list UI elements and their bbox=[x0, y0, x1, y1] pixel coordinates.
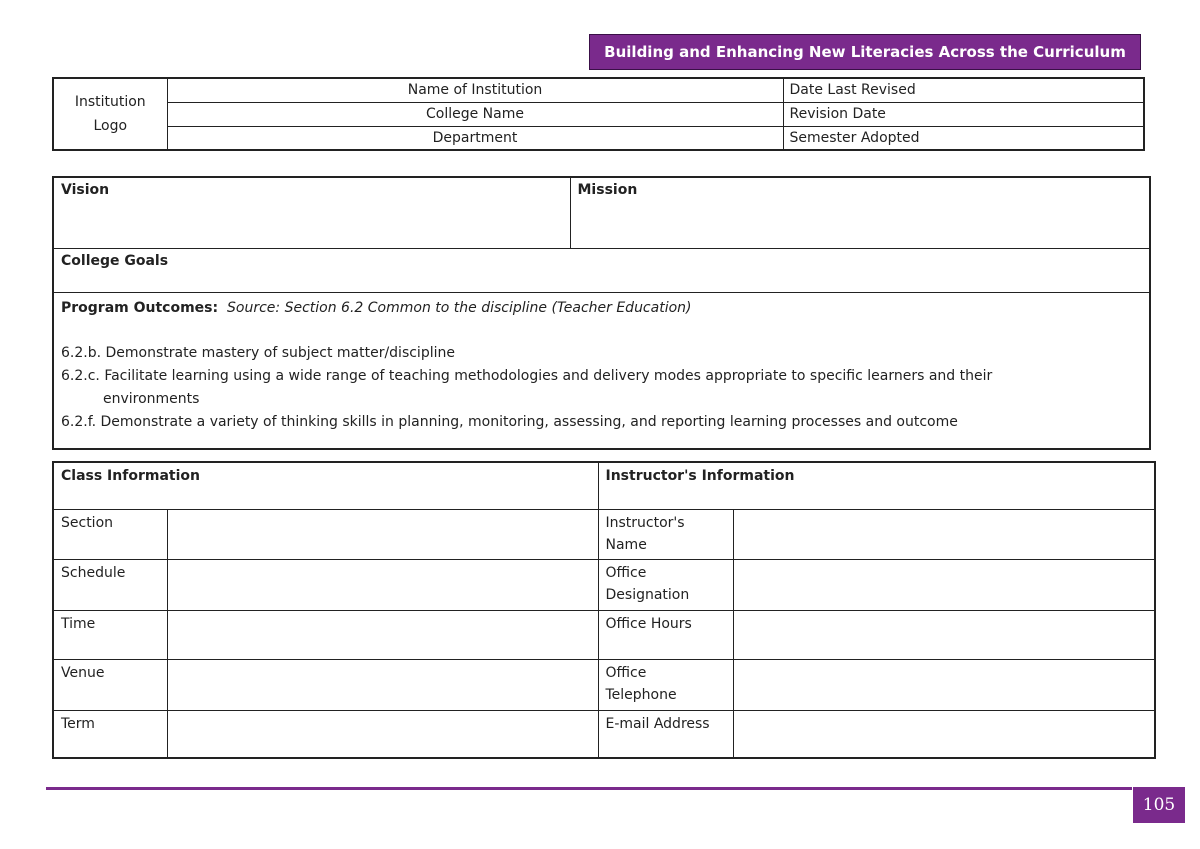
institution-name-cell: Name of Institution bbox=[167, 78, 783, 102]
class-field-label: Schedule bbox=[53, 559, 167, 610]
instructor-field-label bbox=[598, 710, 733, 758]
mission-cell bbox=[570, 177, 1150, 248]
college-name-cell: College Name bbox=[167, 102, 783, 126]
class-field-label: Venue bbox=[53, 659, 167, 710]
revision-date-cell: Revision Date bbox=[783, 102, 1144, 126]
banner-title: Building and Enhancing New Literacies Across the Curriculum bbox=[604, 43, 1126, 61]
instructor-field-label-line1: Instructor's bbox=[605, 514, 685, 531]
vision-cell bbox=[53, 177, 570, 248]
office-hours-value-field[interactable] bbox=[733, 610, 1155, 659]
class-field-label: Time bbox=[53, 610, 167, 659]
schedule-value-field[interactable] bbox=[167, 559, 598, 610]
outcome-item: 6.2.f. Demonstrate a variety of thinking skills in planning, monitoring, assessing, and reporting learning processes and outcome bbox=[61, 413, 958, 430]
instructor-name-value-field[interactable] bbox=[733, 509, 1155, 559]
institution-logo-cell bbox=[53, 78, 167, 150]
instructor-field-label bbox=[598, 559, 733, 610]
instructor-field-label bbox=[598, 509, 733, 559]
mission-label: Mission bbox=[577, 182, 638, 198]
instructor-field-label-line2: Designation bbox=[605, 586, 690, 603]
instructor-field-label-line2: Telephone bbox=[605, 686, 677, 703]
class-field-label: Section bbox=[53, 509, 167, 559]
time-value-field[interactable] bbox=[167, 610, 598, 659]
instructor-field-label-line1: Office bbox=[605, 664, 647, 681]
office-designation-value-field[interactable] bbox=[733, 559, 1155, 610]
instructor-field-label-line1: Office Hours bbox=[605, 615, 692, 632]
footer-divider bbox=[46, 787, 1132, 790]
college-goals-cell bbox=[53, 248, 1150, 292]
page-number-badge bbox=[1133, 787, 1185, 823]
semester-adopted-cell: Semester Adopted bbox=[783, 126, 1144, 150]
office-telephone-value-field[interactable] bbox=[733, 659, 1155, 710]
department-cell: Department bbox=[167, 126, 783, 150]
program-outcomes-cell bbox=[53, 292, 1150, 449]
page-number: 105 bbox=[1142, 795, 1176, 815]
class-info-header bbox=[53, 462, 598, 509]
instructor-field-label-line1: Office bbox=[605, 564, 647, 581]
class-info-header-label: Class Information bbox=[61, 468, 200, 484]
instructor-field-label-line1: E-mail Address bbox=[605, 715, 710, 732]
instructor-info-header bbox=[598, 462, 1155, 509]
instructor-field-label bbox=[598, 610, 733, 659]
instructor-field-label bbox=[598, 659, 733, 710]
instructor-field-label-line2: Name bbox=[605, 536, 647, 553]
date-last-revised-cell: Date Last Revised bbox=[783, 78, 1144, 102]
vision-label: Vision bbox=[61, 182, 110, 198]
vision-mission-table bbox=[52, 176, 1151, 450]
logo-label-line2: Logo bbox=[93, 118, 128, 134]
outcome-item: 6.2.c. Facilitate learning using a wide range of teaching methodologies and delivery modes appropriate to specific learners and their bbox=[61, 367, 993, 384]
program-outcomes-source: Source: Section 6.2 Common to the discipline (Teacher Education) bbox=[227, 299, 692, 316]
logo-label-line1: Institution bbox=[74, 94, 146, 110]
term-value-field[interactable] bbox=[167, 710, 598, 758]
instructor-info-header-label: Instructor's Information bbox=[605, 468, 795, 484]
outcome-item: 6.2.b. Demonstrate mastery of subject matter/discipline bbox=[61, 344, 455, 361]
program-outcomes-label: Program Outcomes: bbox=[61, 299, 219, 316]
class-information-table bbox=[52, 461, 1156, 759]
institution-header-table bbox=[52, 77, 1145, 151]
class-field-label: Term bbox=[53, 710, 167, 758]
email-address-value-field[interactable] bbox=[733, 710, 1155, 758]
college-goals-label: College Goals bbox=[61, 252, 169, 269]
venue-value-field[interactable] bbox=[167, 659, 598, 710]
document-banner bbox=[589, 34, 1141, 70]
section-value-field[interactable] bbox=[167, 509, 598, 559]
outcome-item-continuation: environments bbox=[103, 390, 200, 407]
